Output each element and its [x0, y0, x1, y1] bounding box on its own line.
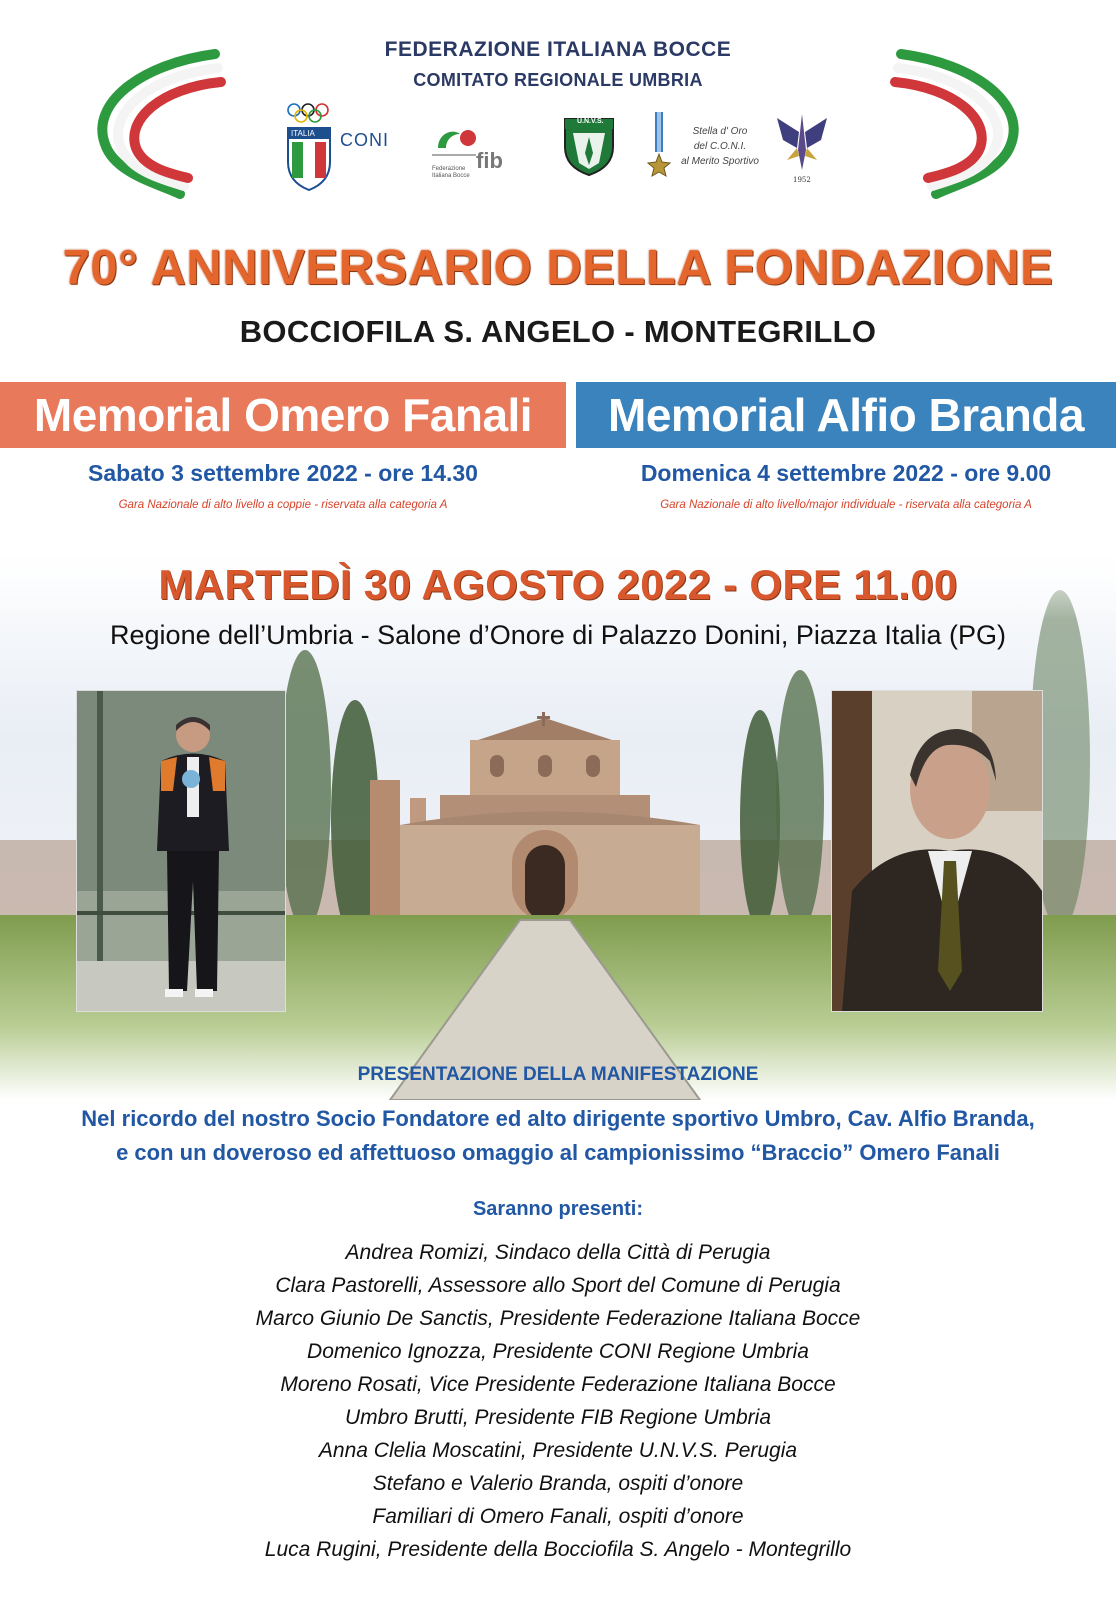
attendee-item: Familiari di Omero Fanali, ospiti d’onore	[372, 1505, 744, 1528]
presentation-title: PRESENTAZIONE DELLA MANIFESTAZIONE	[357, 1064, 759, 1085]
federation-name: FEDERAZIONE ITALIANA BOCCE	[384, 38, 732, 61]
attendee-item: Domenico Ignozza, Presidente CONI Regione Umbria	[307, 1340, 809, 1363]
stella-line-3: al Merito Sportivo	[681, 156, 759, 167]
attendees-list	[0, 1236, 1116, 1566]
photo-omero-fanali	[76, 690, 286, 1012]
photo-alfio-branda	[831, 690, 1043, 1012]
memorial-banner-right: Memorial Alfio Branda	[576, 382, 1116, 448]
attendee-item: Luca Rugini, Presidente della Bocciofila S. Angelo - Montegrillo	[264, 1538, 852, 1561]
fib-bocce-icon	[432, 124, 476, 164]
stella-line-2: del C.O.N.I.	[693, 141, 747, 152]
main-title: 70° ANNIVERSARIO DELLA FONDAZIONE	[62, 241, 1054, 295]
coni-text: CONI	[340, 130, 389, 150]
olympic-rings-shield-icon	[286, 100, 336, 196]
attendee-item: Stefano e Valerio Branda, ospiti d’onore	[372, 1472, 744, 1495]
memorial-banner-left: Memorial Omero Fanali	[0, 382, 566, 448]
unvs-shield-icon	[563, 117, 615, 177]
dedication-line-1: Nel ricordo del nostro Socio Fondatore ed alto dirigente sportivo Umbro, Cav. Alfio Branda,	[81, 1106, 1035, 1131]
fib-small-text: Federazione Italiana Bocce	[432, 166, 470, 179]
attendee-item: Marco Giunio De Sanctis, Presidente Federazione Italiana Bocce	[255, 1307, 861, 1330]
winged-emblem-icon	[775, 110, 829, 176]
memorial-note-right: Gara Nazionale di alto livello/major individuale - riservata alla categoria A	[660, 499, 1032, 511]
attendees-title: Saranno presenti:	[472, 1198, 644, 1220]
attendee-item: Clara Pastorelli, Assessore allo Sport del Comune di Perugia	[275, 1274, 841, 1297]
tricolor-ribbon-right-icon	[886, 44, 1036, 204]
coni-logo	[286, 100, 406, 196]
wing-emblem-logo	[775, 110, 829, 186]
attendee-item: Umbro Brutti, Presidente FIB Regione Umbria	[345, 1406, 771, 1429]
memorial-note-left: Gara Nazionale di alto livello a coppie - riservata alla categoria A	[118, 499, 448, 511]
gold-star-medal-icon	[647, 112, 671, 182]
memorial-date-left: Sabato 3 settembre 2022 - ore 14.30	[88, 460, 478, 486]
event-date: MARTEDÌ 30 AGOSTO 2022 - ORE 11.00	[158, 561, 958, 608]
unvs-logo	[563, 117, 615, 177]
attendee-item: Moreno Rosati, Vice Presidente Federazione Italiana Bocce	[280, 1373, 836, 1396]
tricolor-ribbon-left-icon	[80, 44, 230, 204]
stella-line-1: Stella d' Oro	[692, 126, 748, 137]
event-place: Regione dell’Umbria - Salone d’Onore di Palazzo Donini, Piazza Italia (PG)	[110, 620, 1006, 650]
stella-oro-caption	[674, 124, 766, 169]
unvs-text: U.N.V.S.	[577, 118, 604, 125]
attendee-item: Anna Clelia Moscatini, Presidente U.N.V.S. Perugia	[318, 1439, 798, 1462]
memorial-date-right: Domenica 4 settembre 2022 - ore 9.00	[640, 460, 1052, 486]
coni-badge-text: ITALIA	[291, 129, 315, 138]
attendee-item: Andrea Romizi, Sindaco della Città di Perugia	[345, 1241, 771, 1264]
dedication-line-2: e con un doveroso ed affettuoso omaggio al campionissimo “Braccio” Omero Fanali	[116, 1140, 1000, 1165]
committee-name: COMITATO REGIONALE UMBRIA	[413, 70, 703, 90]
fib-text: fib	[476, 148, 503, 173]
fib-logo	[432, 124, 522, 184]
sub-title: BOCCIOFILA S. ANGELO - MONTEGRILLO	[239, 314, 877, 349]
wing-year: 1952	[793, 176, 811, 184]
